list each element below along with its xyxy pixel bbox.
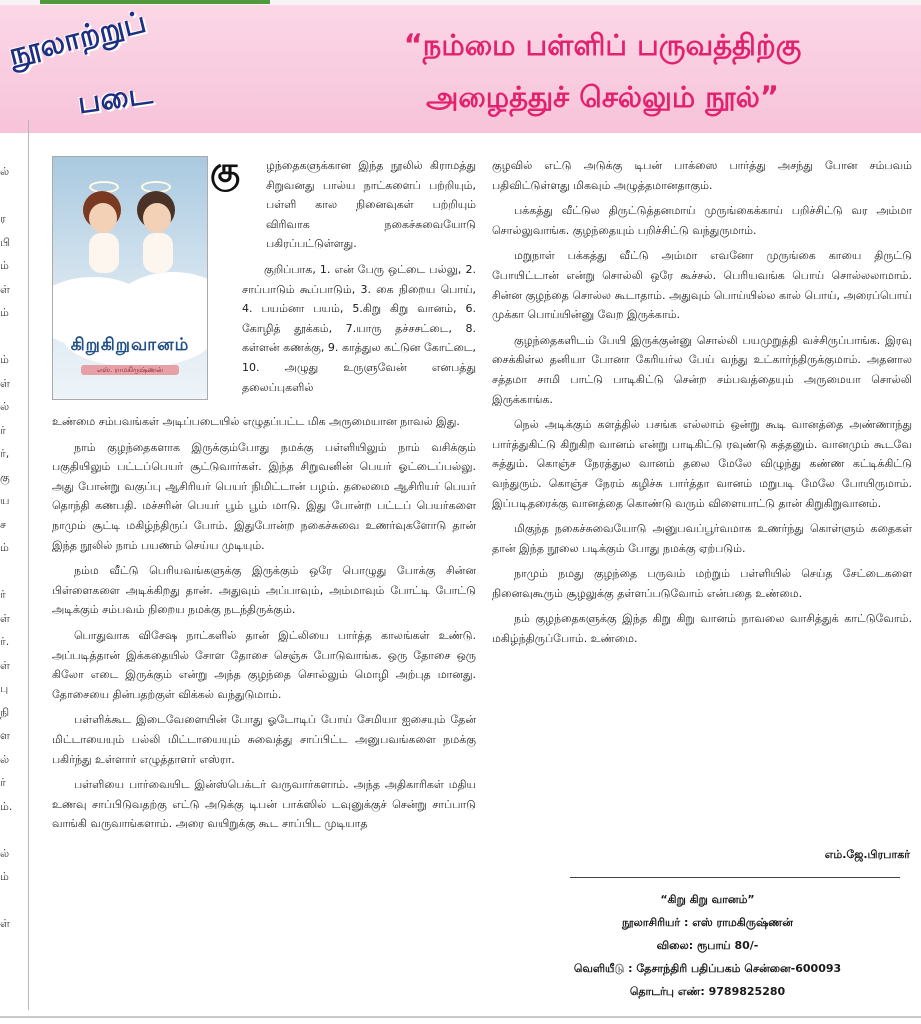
author-byline: எம்.ஜே.பிரபாகர் [824, 848, 910, 861]
headline-line2: அழைத்துச் செல்லும் நூல்” [426, 80, 779, 114]
cover-author: எஸ். ராமகிருஷ்ணன் [81, 365, 179, 375]
strip-fragment: நி [0, 705, 10, 719]
book-info-author: நூலாசிரியர் : எஸ் ராமகிருஷ்ணன் [622, 916, 793, 929]
previous-article-strip [0, 160, 16, 930]
headline-line1: “நம்மை பள்ளிப் பருவத்திற்கு [403, 28, 802, 62]
article-paragraph: ழந்தைகளுக்கான இந்த நூலில் கிராமத்து சிறுவனது பால்ய நாட்களைப் பற்றியும், பள்ளி கால நினைவுகள் பற்றியும் விரிவாக நகைச்சுவையோடு பகிரப்பட்டுள்ளது. [266, 159, 476, 251]
article-column-1-top [242, 156, 476, 403]
strip-fragment: ள் [0, 611, 10, 625]
article-paragraph: குறிப்பாக, 1. என் பேரு ஒட்டை பல்லு, 2. சாப்பாடும் கூப்பாடும், 3. கை நிறைய பொய், 4. பயம்னா பயம், 5.கிறு கிறு வானம், 6. கோழித் தூக்கம், 7.யாரு தச்சசட்டை, 8. கள்ளன் கணக்கு, 9. காத்துல கட்டுன கோட்டை, 10. அழுது உருளுவேன் எனபத்து தலைப்புகளில் [242, 262, 476, 394]
article-column-2 [492, 156, 912, 655]
book-info-publisher: வெளியீடு : தேசாந்திரி பதிப்பகம் சென்னை-600093 [573, 962, 842, 975]
strip-fragment: ம் [0, 353, 9, 366]
series-logo-line1: நூலாற்றுப் [5, 4, 150, 73]
strip-fragment: ம் [0, 541, 9, 554]
book-cover-image [52, 156, 208, 400]
strip-fragment [0, 560, 16, 584]
article-paragraph: பொதுவாக விசேஷ நாட்களில் தான் இட்லியை பார்த்த காலங்கள் உண்டு. அப்படித்தான் இக்கதையில் சோள தோசை செஞ்சு போடுவாங்க. ஒரு தோசை ஒரு கிலோ எடை இருக்கும் என்று அந்த குழந்தை சொல்லும் மொழி அற்புத மானது. தோசையை தின்பதற்குள் விக்கல் வந்துடுமாம். [52, 628, 476, 701]
series-logo [5, 4, 258, 125]
book-info-contact: தொடர்பு எண்: 9789825280 [629, 985, 786, 998]
book-info-box [500, 888, 915, 1003]
strip-fragment: ள் [0, 917, 10, 930]
strip-fragment: ர் [0, 588, 6, 601]
strip-fragment: பி [0, 235, 11, 249]
strip-fragment: கு [0, 470, 10, 484]
strip-fragment: ம். [0, 799, 13, 813]
article-paragraph: பள்ளியை பார்வையிட இன்ஸ்பெக்டர் வருவார்களாம். அந்த அதிகாரிகள் மதிய உணவு சாப்பிடுவதற்கு எட்டு அடுக்கு டிபன் பாக்ஸில் டவுனுக்குச் சென்று சாப்பாடு வாங்கி வருவாங்களாம். அரை வயிறுக்கு கூட சாப்பிட முடியாத [52, 778, 476, 831]
headline [290, 19, 915, 123]
strip-fragment: ம் [0, 870, 9, 883]
article-paragraph: பக்கத்து வீட்டுல திருட்டுத்தனமாய் முருங்கைக்காய் பறிச்சிட்டு வர அம்மா சொல்லுவாங்க. குழந்தையும் பறிச்சிட்டு வந்துருமாம். [492, 204, 912, 237]
column-divider [28, 120, 29, 1010]
strip-fragment [0, 325, 16, 349]
article-paragraph: மறுநாள் பக்கத்து வீட்டு அம்மா எவனோ முருங்கை காயை திருட்டு போயிட்டான் என்று சொல்லி ஒரே கூச்சல். பெரியவங்க பொய் சொல்லலாமாம். சின்ன குழந்தை சொல்ல கூடாதாம். அதுவும் பொய்யில்ல கால் பொய், அரைப்பொய் முக்கா பொய்யின்னு வேற இருக்காம். [492, 249, 912, 322]
strip-fragment: ச [0, 517, 7, 531]
child-body-icon [143, 233, 173, 273]
strip-fragment: ர் [0, 776, 6, 789]
article-paragraph: குழவில் எட்டு அடுக்கு டிபன் பாக்ஸை பார்த்து அசந்து போன சம்பவம் பதிவிட்டுள்ளது மிகவும் அழுத்தமானதாகும். [492, 159, 912, 192]
strip-fragment: ம் [0, 306, 9, 319]
book-info-price: விலை: ரூபாய் 80/- [656, 939, 759, 952]
top-green-bar [40, 0, 270, 4]
strip-fragment: ல் [0, 846, 10, 860]
child-face-icon [143, 203, 171, 233]
strip-fragment [0, 184, 16, 208]
article-paragraph: நம் குழந்தைகளுக்கு இந்த கிறு கிறு வானம் நாவலை வாசித்துக் காட்டுவோம். மகிழ்ந்திருப்போம். உண்மை. [492, 612, 912, 646]
series-logo-line2: படை [75, 75, 155, 122]
cover-title: கிறுகிறுவானம் [70, 335, 190, 355]
article-paragraph: மிகுந்த நகைச்சுவையோடு அனுபவப்பூர்வமாக உணர்ந்து கொள்ளும் கதைகள் தான் இந்த நூலை படிக்கும் போது நமக்கு ஏற்படும். [492, 522, 912, 555]
strip-fragment: ள [0, 729, 10, 742]
drop-cap: கு [210, 150, 241, 190]
article-paragraph: உண்மை சம்பவங்கள் அடிப்படையில் எழுதப்பட்ட மிக அருமையான நாவல் இது. [52, 415, 460, 428]
strip-fragment: ல் [0, 165, 10, 178]
child-face-icon [89, 203, 117, 233]
strip-fragment: ள் [0, 282, 10, 296]
strip-fragment: ய [0, 494, 10, 507]
header-band [0, 5, 921, 133]
article-paragraph: நம்ம வீட்டு பெரியவங்களுக்கு இருக்கும் ஒரே பொழுது போக்கு சின்ன பிள்ளைகளை அடிக்கிறது தான். அதுவும் அப்பாவும், அம்மாவும் போட்டி போட்டு அடிக்கும் சம்பவம் நிறைய நமக்கு நடந்திருக்கும். [52, 564, 476, 617]
bottom-rule [0, 1016, 921, 1018]
info-divider [570, 877, 900, 878]
article-paragraph: நாம் குழந்தைகளாக இருக்கும்போது நமக்கு பள்ளியிலும் நாம் வசிக்கும் பகுதியிலும் பட்டப்பெயர் சூட்டுவார்கள். இந்த சிறுவனின் பெயர் ஓட்டைப்பல்லு. அது போன்று வகுப்பு ஆசிரியர் பெயர் நிமிட்டான் பழம். தலைமை ஆசிரியர் பெயர் தொந்தி கணபதி. மச்சரின் பெயர் பூம் பூம் மாடு. இது போன்ற பட்டப் பெயர்களை நாமும் சூட்டி மகிழ்ந்திருப் போம். இதுபோன்ற நகைச்சுவை உணர்வுகளோடு தான் இந்த நூலில் நாம் பயணம் செய்ய முடியும். [52, 440, 476, 552]
article-paragraph: நாமும் நமது குழந்தை பருவம் மற்றும் பள்ளியில் செய்த சேட்டைகளை நினைவுகூரும் சூழலுக்கு தள்ளப்படுவோம் என்பதை உண்மை. [492, 567, 912, 600]
strip-fragment: ள் [0, 658, 10, 672]
strip-fragment: ள் [0, 376, 10, 390]
child-body-icon [89, 233, 119, 273]
strip-fragment: ல் [0, 400, 10, 413]
strip-fragment: ர [0, 212, 6, 225]
article-paragraph: நெல் அடிக்கும் களத்தில் பசங்க எல்லாம் ஒன்று கூடி வானத்தை அண்ணாந்து பார்த்துகிட்டு கிறுகிற வானம் என்று பாடிகிட்டு ரவுண்டு சுத்தனும். வானமும் கூடவே சுத்தும். கொஞ்ச நேரத்துல வானம் தலை மேலே விழுந்து கண்ண கட்டிக்கிட்டு வந்துரும். கொஞ்ச நேரம் கழிச்சு பார்த்தா வானம் மறுபடி மேலே போயிருமாம். இப்படிதரைக்கு வானத்தை கொண்டு வரும் விளையாட்டு தான் கிறுகிறுவானம். [492, 418, 912, 510]
book-info-title: “கிறு கிறு வானம்” [660, 893, 755, 906]
strip-fragment: ம் [0, 259, 9, 272]
strip-fragment: ர் [0, 423, 6, 437]
strip-fragment: பு [0, 682, 9, 695]
strip-fragment: ல் [0, 752, 10, 766]
strip-fragment: ர். [0, 635, 10, 648]
article-column-1 [52, 412, 476, 840]
strip-fragment [0, 889, 16, 913]
strip-fragment [0, 818, 16, 842]
strip-fragment: ர், [0, 447, 10, 460]
article-paragraph: குழந்தைகளிடம் பேயி இருக்குன்னு சொல்லி பயமுறுத்தி வச்சிருப்பாங்க. இரவு சைக்கிள்ல தனியா போனா கேரியர்ல பேய் வந்து உட்கார்ந்திருக்குமாம். அதனால சத்தமா சாமி பாட்டு பாடிகிட்டு சென்ற சம்பவத்தையும் அருமையா சொல்லி இருக்காங்க. [492, 333, 912, 406]
article-paragraph: பள்ளிக்கூட இடைவேளையின் போது ஓடோடிப் போய் சேமியா ஐசையும் தேன் மிட்டாயையும் பல்லி மிட்டாயையும் சுவைத்து சாப்பிட்ட அனுபவங்களை நமக்கு பகிர்ந்து உள்ளார் எழுத்தாளர் எஸ்ரா. [52, 713, 476, 766]
